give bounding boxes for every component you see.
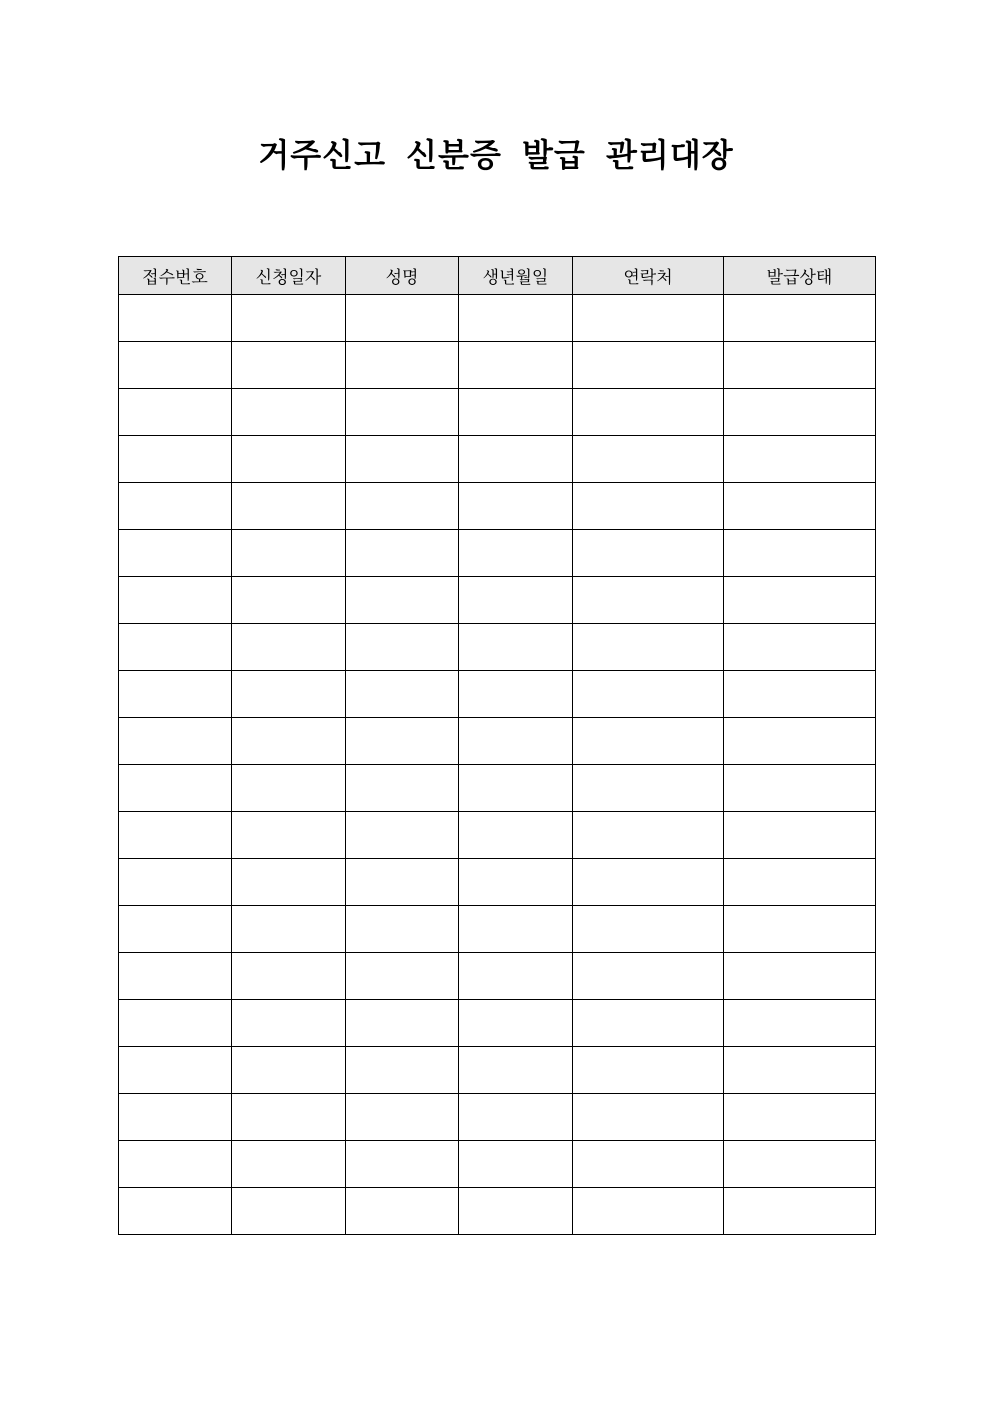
table-cell[interactable] <box>724 389 876 436</box>
table-cell[interactable] <box>232 624 346 671</box>
table-cell[interactable] <box>724 859 876 906</box>
column-header-birth-date: 생년월일 <box>459 257 573 295</box>
table-cell[interactable] <box>573 1094 724 1141</box>
table-row <box>119 953 876 1000</box>
table-cell[interactable] <box>573 577 724 624</box>
table-cell[interactable] <box>346 436 459 483</box>
table-cell[interactable] <box>724 671 876 718</box>
table-cell[interactable] <box>724 718 876 765</box>
table-cell[interactable] <box>232 671 346 718</box>
table-cell[interactable] <box>459 530 573 577</box>
table-cell[interactable] <box>459 295 573 342</box>
table-cell[interactable] <box>232 436 346 483</box>
table-row <box>119 718 876 765</box>
table-cell[interactable] <box>573 295 724 342</box>
table-cell[interactable] <box>346 1000 459 1047</box>
table-cell[interactable] <box>724 577 876 624</box>
table-cell[interactable] <box>346 389 459 436</box>
table-cell[interactable] <box>119 1047 232 1094</box>
table-cell[interactable] <box>119 1000 232 1047</box>
table-cell[interactable] <box>232 1047 346 1094</box>
table-cell[interactable] <box>232 765 346 812</box>
table-cell[interactable] <box>232 295 346 342</box>
table-cell[interactable] <box>573 906 724 953</box>
table-cell[interactable] <box>119 671 232 718</box>
table-header-row <box>119 257 876 295</box>
column-header-contact: 연락처 <box>573 257 724 295</box>
table-row <box>119 1000 876 1047</box>
table-cell[interactable] <box>724 812 876 859</box>
table-row <box>119 1141 876 1188</box>
table-cell[interactable] <box>459 718 573 765</box>
table-cell[interactable] <box>724 906 876 953</box>
table-cell[interactable] <box>459 342 573 389</box>
table-cell[interactable] <box>459 671 573 718</box>
table-cell[interactable] <box>346 1141 459 1188</box>
column-header-issue-status: 발급상태 <box>724 257 876 295</box>
table-cell[interactable] <box>459 1000 573 1047</box>
table-cell[interactable] <box>459 436 573 483</box>
table-cell[interactable] <box>724 1094 876 1141</box>
table-cell[interactable] <box>724 1188 876 1235</box>
table-cell[interactable] <box>346 671 459 718</box>
table-cell[interactable] <box>573 1188 724 1235</box>
table-row <box>119 1047 876 1094</box>
column-header-name: 성명 <box>346 257 459 295</box>
table-cell[interactable] <box>232 483 346 530</box>
table-cell[interactable] <box>232 577 346 624</box>
table-cell[interactable] <box>346 953 459 1000</box>
table-row <box>119 1188 876 1235</box>
table-cell[interactable] <box>346 577 459 624</box>
table-row <box>119 1094 876 1141</box>
table-cell[interactable] <box>232 859 346 906</box>
table-row <box>119 671 876 718</box>
table-cell[interactable] <box>573 812 724 859</box>
table-cell[interactable] <box>346 1094 459 1141</box>
table-cell[interactable] <box>232 530 346 577</box>
table-cell[interactable] <box>724 624 876 671</box>
table-cell[interactable] <box>119 953 232 1000</box>
table-cell[interactable] <box>724 953 876 1000</box>
table-cell[interactable] <box>346 624 459 671</box>
table-cell[interactable] <box>119 859 232 906</box>
table-cell[interactable] <box>724 765 876 812</box>
table-row <box>119 530 876 577</box>
table-cell[interactable] <box>232 389 346 436</box>
ledger-table <box>118 256 876 1235</box>
table-cell[interactable] <box>346 530 459 577</box>
table-cell[interactable] <box>346 295 459 342</box>
table-cell[interactable] <box>119 389 232 436</box>
table-cell[interactable] <box>119 1141 232 1188</box>
table-row <box>119 436 876 483</box>
table-cell[interactable] <box>459 906 573 953</box>
page-title: 거주신고 신분증 발급 관리대장 <box>258 136 734 174</box>
table-cell[interactable] <box>459 1188 573 1235</box>
table-cell[interactable] <box>119 1094 232 1141</box>
table-cell[interactable] <box>573 671 724 718</box>
table-cell[interactable] <box>459 483 573 530</box>
table-cell[interactable] <box>724 1141 876 1188</box>
table-cell[interactable] <box>573 1141 724 1188</box>
table-cell[interactable] <box>232 812 346 859</box>
table-row <box>119 765 876 812</box>
table-cell[interactable] <box>119 1188 232 1235</box>
table-cell[interactable] <box>232 718 346 765</box>
table-row <box>119 342 876 389</box>
table-cell[interactable] <box>724 342 876 389</box>
table-cell[interactable] <box>119 624 232 671</box>
table-cell[interactable] <box>346 859 459 906</box>
table-cell[interactable] <box>346 812 459 859</box>
table-cell[interactable] <box>724 530 876 577</box>
table-cell[interactable] <box>459 859 573 906</box>
table-cell[interactable] <box>573 389 724 436</box>
table-cell[interactable] <box>573 483 724 530</box>
table-cell[interactable] <box>573 342 724 389</box>
table-cell[interactable] <box>346 906 459 953</box>
table-cell[interactable] <box>459 1141 573 1188</box>
table-cell[interactable] <box>119 530 232 577</box>
table-cell[interactable] <box>232 1094 346 1141</box>
table-row <box>119 812 876 859</box>
table-cell[interactable] <box>346 718 459 765</box>
table-cell[interactable] <box>119 718 232 765</box>
table-cell[interactable] <box>119 342 232 389</box>
table-cell[interactable] <box>573 859 724 906</box>
table-cell[interactable] <box>232 342 346 389</box>
table-cell[interactable] <box>346 1188 459 1235</box>
table-cell[interactable] <box>724 1000 876 1047</box>
table-cell[interactable] <box>119 483 232 530</box>
table-cell[interactable] <box>724 1047 876 1094</box>
table-cell[interactable] <box>346 483 459 530</box>
table-cell[interactable] <box>459 389 573 436</box>
table-cell[interactable] <box>459 812 573 859</box>
table-cell[interactable] <box>573 953 724 1000</box>
table-cell[interactable] <box>724 436 876 483</box>
table-cell[interactable] <box>119 577 232 624</box>
table-row <box>119 295 876 342</box>
table-cell[interactable] <box>119 812 232 859</box>
table-cell[interactable] <box>119 295 232 342</box>
table-row <box>119 483 876 530</box>
table-cell[interactable] <box>232 1188 346 1235</box>
table-cell[interactable] <box>346 1047 459 1094</box>
table-row <box>119 906 876 953</box>
column-header-application-date: 신청일자 <box>232 257 346 295</box>
table-cell[interactable] <box>573 765 724 812</box>
table-cell[interactable] <box>232 906 346 953</box>
table-cell[interactable] <box>459 577 573 624</box>
table-cell[interactable] <box>119 436 232 483</box>
table-cell[interactable] <box>573 718 724 765</box>
table-row <box>119 859 876 906</box>
table-cell[interactable] <box>459 624 573 671</box>
column-header-receipt-number: 접수번호 <box>119 257 232 295</box>
table-cell[interactable] <box>724 295 876 342</box>
table-cell[interactable] <box>459 953 573 1000</box>
table-cell[interactable] <box>573 1000 724 1047</box>
table-cell[interactable] <box>573 436 724 483</box>
table-cell[interactable] <box>724 483 876 530</box>
table-cell[interactable] <box>346 765 459 812</box>
table-cell[interactable] <box>232 1141 346 1188</box>
table-cell[interactable] <box>459 765 573 812</box>
table-row <box>119 389 876 436</box>
table-cell[interactable] <box>119 765 232 812</box>
table-cell[interactable] <box>573 624 724 671</box>
table-cell[interactable] <box>119 906 232 953</box>
table-cell[interactable] <box>573 530 724 577</box>
table-row <box>119 624 876 671</box>
table-body <box>119 295 876 1235</box>
table-row <box>119 577 876 624</box>
table-cell[interactable] <box>573 1047 724 1094</box>
table-cell[interactable] <box>459 1047 573 1094</box>
table-cell[interactable] <box>232 953 346 1000</box>
table-cell[interactable] <box>459 1094 573 1141</box>
table-cell[interactable] <box>346 342 459 389</box>
table-cell[interactable] <box>232 1000 346 1047</box>
